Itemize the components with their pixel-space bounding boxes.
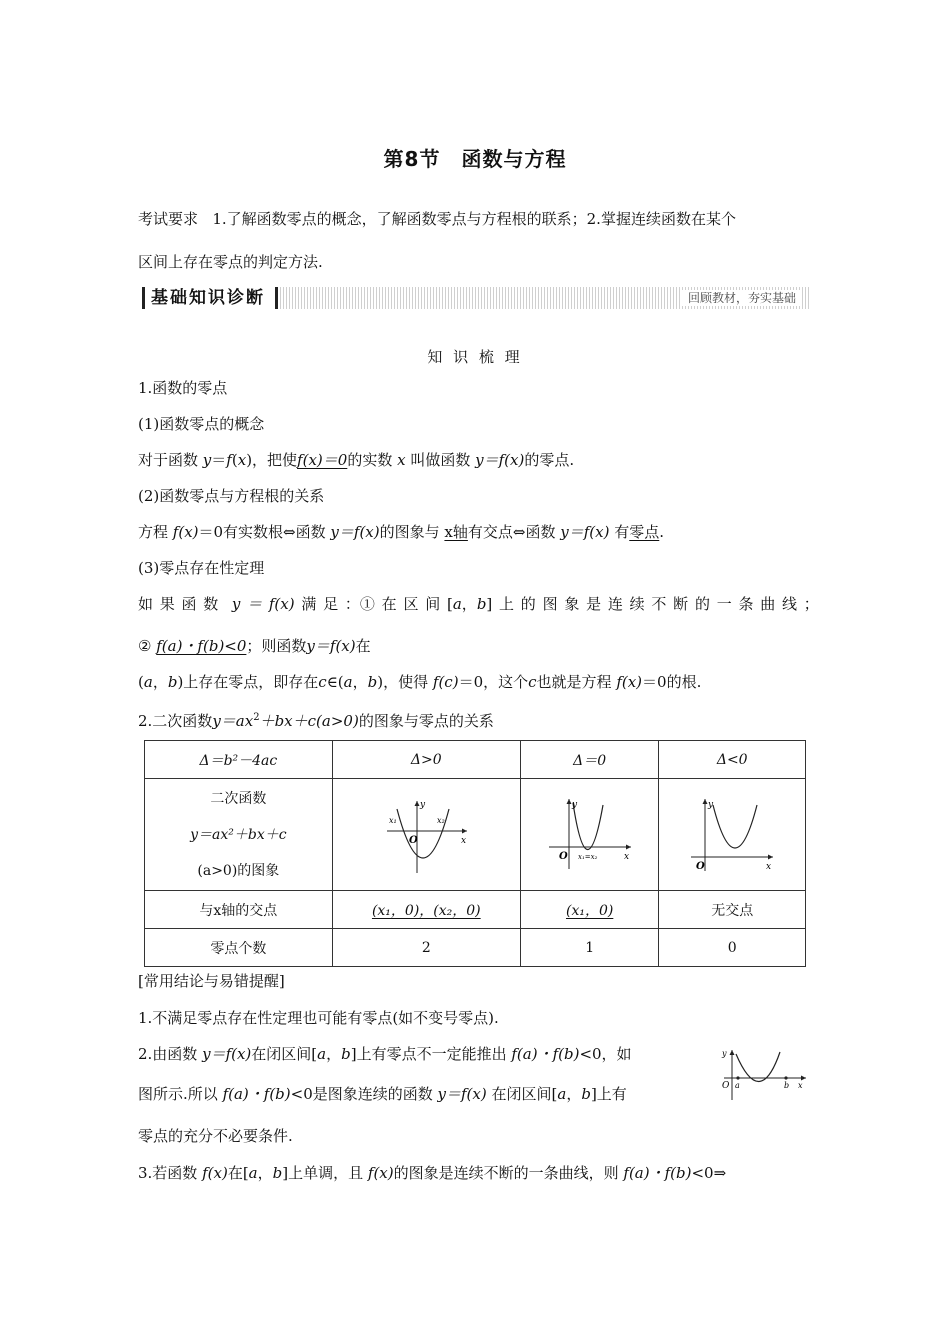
note-2-line2: 图所示.所以 f(a)・f(b)<0是图象连续的函数 y＝f(x) 在闭区间[a，b]上有: [138, 1085, 627, 1103]
parabola-two-roots-figure: [381, 795, 471, 875]
underlined-fa-fb: f(a)・f(b)<0: [156, 637, 247, 655]
graph-no-root: [659, 779, 806, 891]
note-1: 1.不满足零点存在性定理也可能有零点(如不变号零点).: [138, 1009, 499, 1027]
exam-req-label: 考试要求: [138, 210, 199, 228]
exam-requirements-line2: 区间上存在零点的判定方法.: [138, 253, 323, 271]
parabola-no-root-figure: [687, 795, 777, 875]
table-header-delta-gt: Δ>0: [332, 741, 520, 779]
svg-text:a: a: [735, 1081, 740, 1090]
table-row-intersection-label: 与x轴的交点: [145, 891, 333, 929]
svg-text:x₂: x₂: [437, 815, 446, 825]
existence-theorem-line3: (a，b)上存在零点，即存在c∈(a，b)，使得 f(c)＝0，这个c也就是方程 f(x)＝0的根.: [138, 673, 702, 691]
subsection-heading: 知 识 梳 理: [427, 348, 523, 366]
graph-two-roots: [332, 779, 520, 891]
banner-subtitle: 回顾教材，夯实基础: [682, 290, 802, 306]
table-header-delta-lt: Δ<0: [659, 741, 806, 779]
section-banner: [142, 287, 810, 309]
heading-zero-concept: (1)函数零点的概念: [138, 415, 265, 433]
nonsign-change-zero-figure: [718, 1048, 810, 1104]
intersection-two-roots: (x₁，0)，(x₂，0): [332, 891, 520, 929]
note-2-figure: [718, 1048, 810, 1108]
svg-text:y: y: [571, 799, 577, 810]
svg-text:y: y: [708, 799, 714, 810]
note-2-line1: 2.由函数 y＝f(x)在闭区间[a，b]上有零点不一定能推出 f(a)・f(b)<0，如: [138, 1045, 632, 1063]
heading-zero-root-relation: (2)函数零点与方程根的关系: [138, 487, 325, 505]
existence-theorem-line1: 如 果 函 数 y ＝ f(x) 满 足 ：① 在 区 间 [a，b] 上 的 图 象 是 连 续 不 断 的 一 条 曲 线 ；: [138, 595, 819, 613]
svg-text:x: x: [798, 1081, 803, 1090]
table-row-graph-label: 二次函数 y＝ax²＋bx＋c (a>0)的图象: [145, 779, 333, 891]
svg-text:x: x: [766, 861, 772, 872]
table-row-graph: [145, 779, 806, 891]
svg-text:x₁=x₂: x₁=x₂: [577, 852, 598, 861]
table-row-count: [145, 929, 806, 967]
underlined-x-axis: x轴: [444, 523, 468, 541]
underlined-fx-eq-0: f(x)＝0: [297, 451, 348, 469]
exam-requirements-line1: [138, 209, 736, 229]
graph-one-root: [520, 779, 659, 891]
svg-text:O: O: [409, 834, 419, 846]
svg-text:O: O: [558, 850, 568, 862]
underlined-zero: 零点: [629, 523, 660, 541]
table-header-delta: Δ＝b²－4ac: [145, 741, 333, 779]
svg-text:O: O: [696, 860, 705, 872]
svg-text:y: y: [722, 1049, 727, 1058]
svg-text:y: y: [420, 799, 426, 810]
note-3: 3.若函数 f(x)在[a，b]上单调，且 f(x)的图象是连续不断的一条曲线，则 f(a)・f(b)<0⇒: [138, 1164, 727, 1182]
notes-heading: [常用结论与易错提醒]: [138, 972, 285, 990]
banner-title: 基础知识诊断: [142, 287, 278, 309]
count-two-roots: 2: [332, 929, 520, 967]
svg-text:b: b: [784, 1081, 790, 1090]
intersection-one-root: (x₁，0): [520, 891, 659, 929]
exam-req-text1: 1.了解函数零点的概念，了解函数零点与方程根的联系；2.掌握连续函数在某个: [212, 210, 736, 228]
zero-root-relation: 方程 f(x)＝0有实数根⇔函数 y＝f(x)的图象与 x轴有交点⇔函数 y＝f(x) 有零点.: [138, 523, 665, 541]
table-row-intersection: [145, 891, 806, 929]
intersection-no-root: 无交点: [659, 891, 806, 929]
heading-existence-theorem: (3)零点存在性定理: [138, 559, 265, 577]
quadratic-zero-table: [144, 740, 806, 967]
svg-text:x: x: [461, 835, 467, 846]
existence-theorem-line2: ② f(a)・f(b)<0；则函数y＝f(x)在: [138, 637, 371, 655]
svg-text:x₁: x₁: [389, 815, 398, 825]
count-one-root: 1: [520, 929, 659, 967]
count-no-root: 0: [659, 929, 806, 967]
svg-text:x: x: [623, 851, 629, 862]
table-header-delta-eq: Δ＝0: [520, 741, 659, 779]
heading-quadratic: 2.二次函数$y=ax^2+bx+c(a>0)$的图象与零点的关系: [138, 712, 494, 730]
zero-definition: 对于函数 y＝f(x)，把使f(x)＝0的实数 x 叫做函数 y＝f(x)的零点.: [138, 451, 575, 469]
parabola-one-root-figure: [545, 795, 635, 875]
note-2-line3: 零点的充分不必要条件.: [138, 1127, 293, 1145]
svg-text:O: O: [722, 1081, 730, 1091]
table-header-row: [145, 741, 806, 779]
section-title: 第8节 函数与方程: [383, 147, 567, 171]
table-row-count-label: 零点个数: [145, 929, 333, 967]
heading-zeros: 1.函数的零点: [138, 379, 228, 397]
